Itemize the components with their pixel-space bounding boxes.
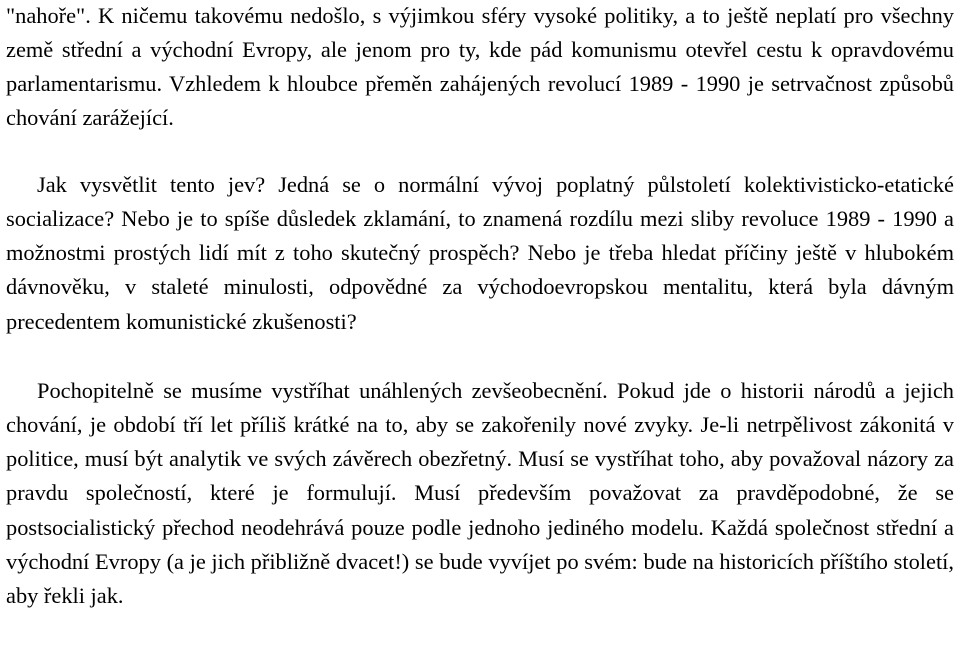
- paragraph-3: Pochopitelně se musíme vystříhat unáhlených zevšeobecnění. Pokud jde o historii národů a jejich chování, je období tří let příliš krátké na to, aby se zakořenily nové zvyky. Je-li netrpělivost zákonitá v politice, musí být analytik ve svých závěrech obezřetný. Musí se vystříhat toho, aby považoval názory za pravdu společností, které je formulují. Musí především považovat za pravděpodobné, že se postsocialistický přechod neodehrává pouze podle jednoho jediného modelu. Každá společnost střední a východní Evropy (a je jich přibližně dvacet!) se bude vyvíjet po svém: bude na historicích příštího století, aby řekli jak.: [6, 378, 954, 608]
- paragraph-2: Jak vysvětlit tento jev? Jedná se o normální vývoj poplatný půlstoletí kolektivisticko-etatické socializace? Nebo je to spíše důsledek zklamání, to znamená rozdílu mezi sliby revoluce 1989 - 1990 a možnostmi prostých lidí mít z toho skutečný prospěch? Nebo je třeba hledat příčiny ještě v hlubokém dávnověku, v staleté minulosti, odpovědné za východoevropskou mentalitu, která byla dávným precedentem komunistické zkušenosti?: [6, 172, 954, 334]
- paragraph-1: "nahoře". K ničemu takovému nedošlo, s výjimkou sféry vysoké politiky, a to ještě neplatí pro všechny země střední a východní Evropy, ale jenom pro ty, kde pád komunismu otevřel cestu k opravdovému parlamentarismu. Vzhledem k hloubce přeměn zahájených revolucí 1989 - 1990 je setrvačnost způsobů chování zarážející.: [6, 3, 954, 131]
